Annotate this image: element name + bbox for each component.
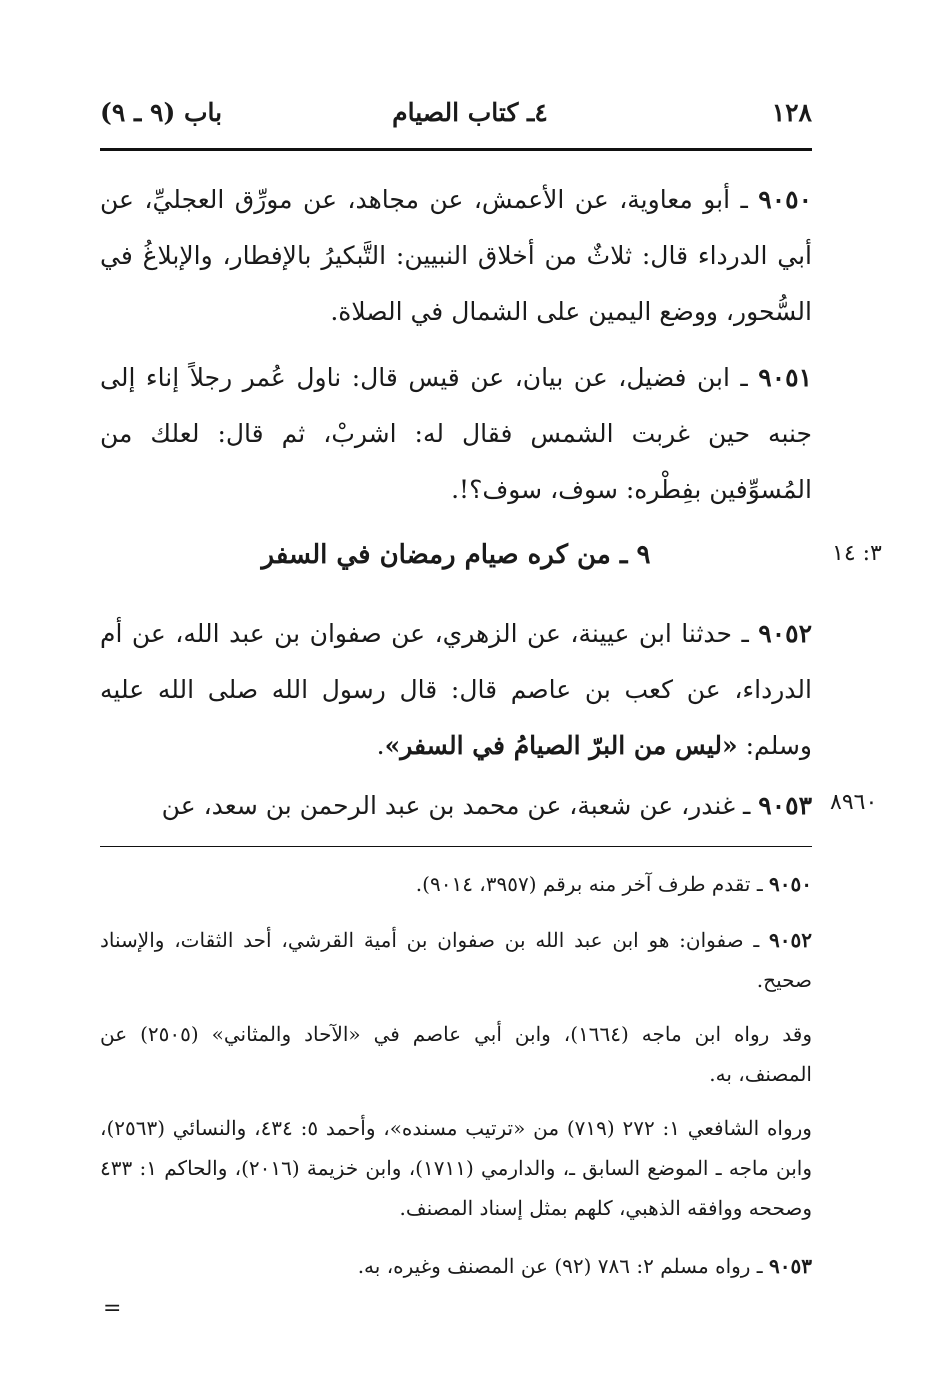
chapter-reference: باب (٩ ـ ٩) [100,98,223,127]
hadith-text: ـ أبو معاوية، عن الأعمش، عن مجاهد، عن مورِّق العجليِّ، عن أبي الدرداء قال: ثلاثٌ من أخلاق النبيين: التَّبكيرُ بالإفطار، والإبلاغُ في السُّحور، ووضع اليمين على الشمال في الصلاة. [100,185,812,326]
footnote-text: ـ صفوان: هو ابن عبد الله بن صفوان بن أمية القرشي، أحد الثقات، والإسناد صحيح. [100,928,812,992]
footnote-text: ورواه الشافعي ١: ٢٧٢ (٧١٩) من «ترتيب مسنده»، وأحمد ٥: ٤٣٤، والنسائي (٢٥٦٣)، وابن ماجه ـ الموضع السابق ـ، والدارمي (١٧١١)، وابن خزيمة (٢٠١٦)، والحاكم ١: ٤٣٣ وصححه ووافقه الذهبي، كلهم بمثل إسناد المصنف. [100,1116,812,1220]
hadith-9050 [100,172,812,340]
margin-reference: ٣: ١٤ [832,541,882,566]
hadith-9051 [100,350,812,518]
hadith-text: ـ غندر، عن شعبة، عن محمد بن عبد الرحمن بن سعد، عن [161,791,759,820]
footnote-9050 [100,864,812,904]
hadith-text: ـ حدثنا ابن عيينة، عن الزهري، عن صفوان بن عبد الله، عن أم الدرداء، عن كعب بن عاصم قال: قال رسول الله صلى الله عليه وسلم: [100,619,812,760]
chapter-heading: ٩ ـ من كره صيام رمضان في السفر [261,540,651,570]
hadith-text: ـ ابن فضيل، عن بيان، عن قيس قال: ناول عُمر رجلاً إناء إلى جنبه حين غربت الشمس فقال له: اشربْ، ثم قال: لعلك من المُسوِّفين بفِطْره: سوف، سوف؟!. [100,363,812,504]
footnote-number: ٩٠٥٢ [769,928,812,952]
footnote-number: ٩٠٥٣ [769,1254,812,1278]
hadith-number: ٩٠٥٣ [758,791,812,820]
hadith-end: . [376,731,385,760]
footnote-number: ٩٠٥٠ [769,872,812,896]
footnote-continuation [100,1108,812,1228]
continuation-mark: = [103,1296,122,1321]
hadith-number: ٩٠٥١ [758,363,812,392]
footnote-rule [100,846,812,847]
hadith-number: ٩٠٥٠ [758,185,812,214]
footnote-9053 [100,1246,812,1286]
page-number: ١٢٨ [771,98,812,127]
footnote-text: ـ رواه مسلم ٢: ٧٨٦ (٩٢) عن المصنف وغيره، به. [357,1254,770,1278]
book-title: ٤ـ كتاب الصيام [392,98,548,127]
header-rule [100,148,812,151]
footnote-9052 [100,920,812,1000]
footnote-text: ـ تقدم طرف آخر منه برقم (٣٩٥٧، ٩٠١٤). [415,872,770,896]
margin-reference: ٨٩٦٠ [830,790,878,815]
hadith-9053 [100,778,812,834]
hadith-9052 [100,606,812,774]
footnote-continuation [100,1014,812,1094]
hadith-number: ٩٠٥٢ [758,619,812,648]
footnote-text: وقد رواه ابن ماجه (١٦٦٤)، وابن أبي عاصم في «الآحاد والمثاني» (٢٥٠٥) عن المصنف، به. [100,1022,812,1086]
hadith-quote: «ليس من البرّ الصيامُ في السفر» [384,731,738,760]
